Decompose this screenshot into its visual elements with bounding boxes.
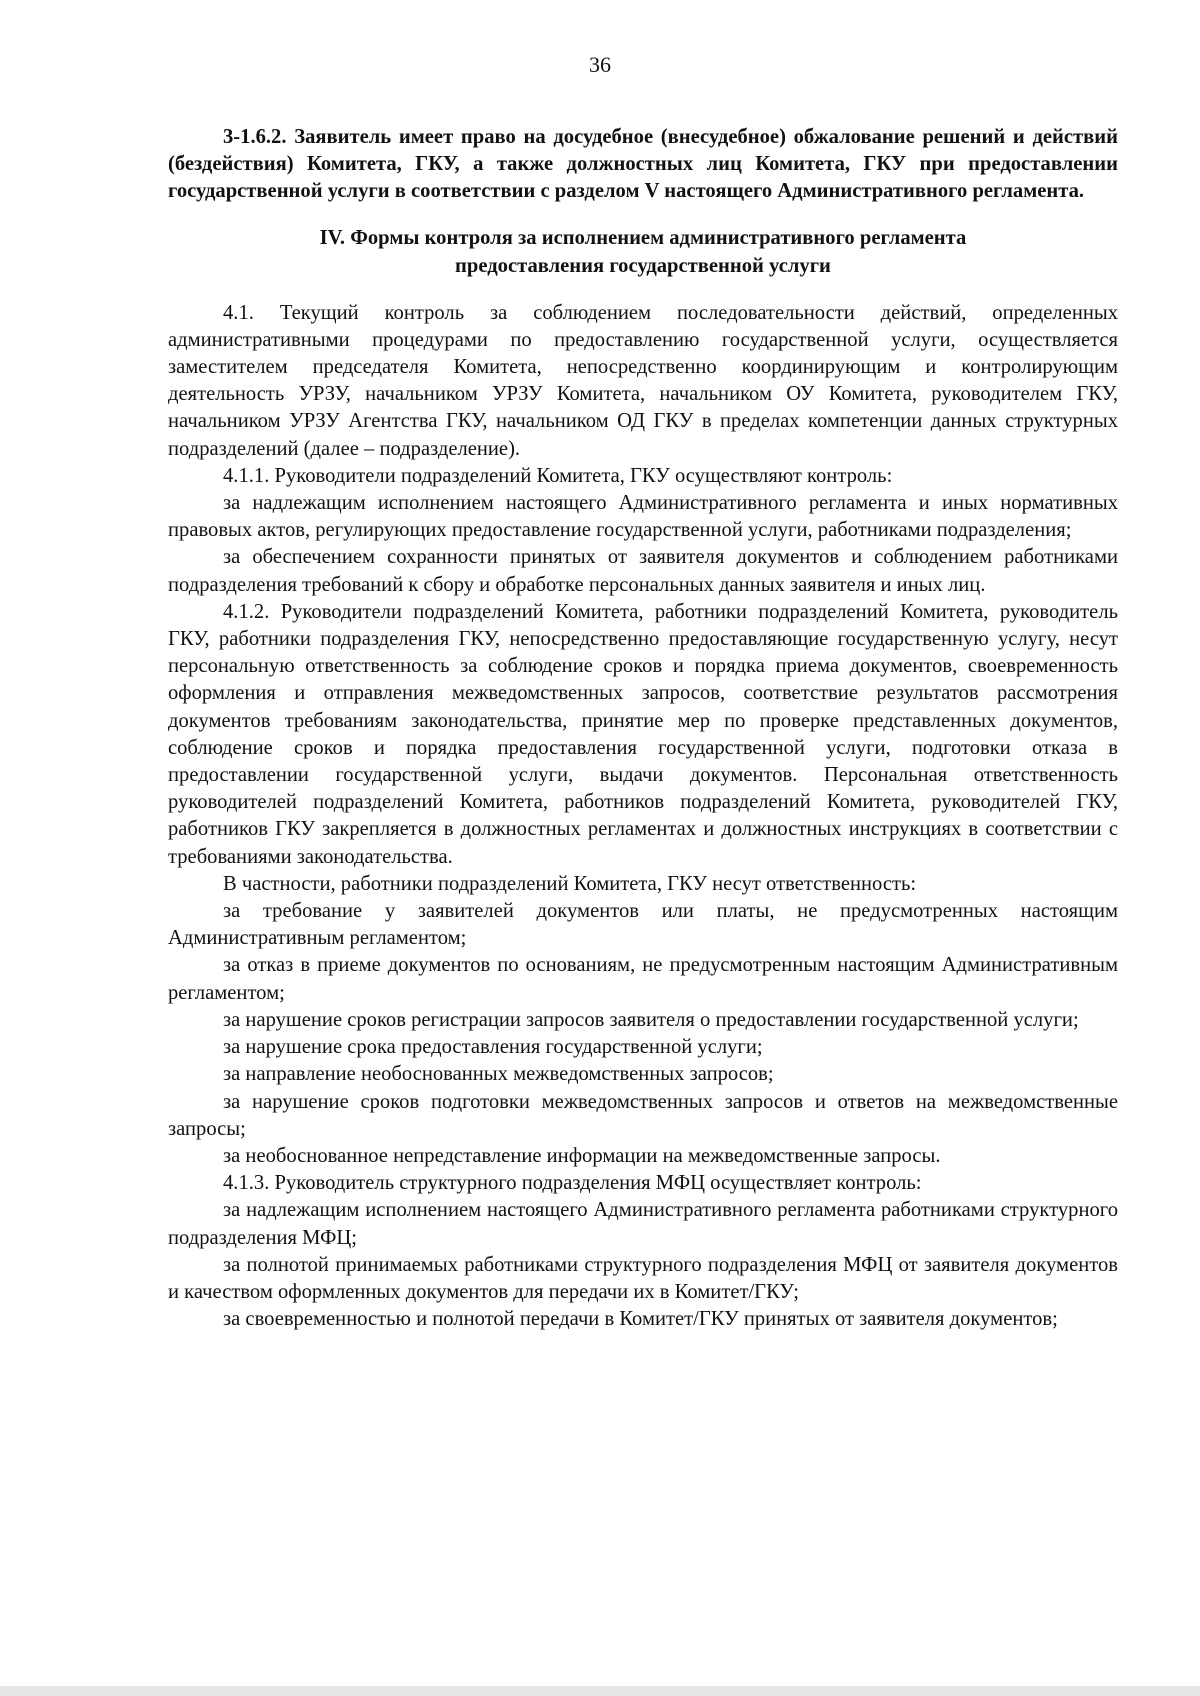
list-item: за обеспечением сохранности принятых от заявителя документов и соблюдением работниками подразделения требований к сбору и обработке персональных данных заявителя и иных лиц. [168, 546, 1118, 596]
list-item: за отказ в приеме документов по основаниям, не предусмотренным настоящим Административным регламентом; [168, 954, 1118, 1004]
list-item: за требование у заявителей документов или платы, не предусмотренных настоящим Административным регламентом; [168, 900, 1118, 950]
list-item: за надлежащим исполнением настоящего Административного регламента и иных нормативных правовых актов, регулирующих предоставление государственной услуги, работниками подразделения; [168, 492, 1118, 542]
list-item: за нарушение сроков подготовки межведомственных запросов и ответов на межведомственные запросы; [168, 1090, 1118, 1140]
list-item: за надлежащим исполнением настоящего Административного регламента работниками структурного подразделения МФЦ; [168, 1199, 1118, 1249]
paragraph-4-1-1: 4.1.1. Руководители подразделений Комитета, ГКУ осуществляют контроль: [223, 464, 893, 487]
paragraph-4-1: 4.1. Текущий контроль за соблюдением последовательности действий, определенных административными процедурами по предоставлению государственной услуги, осуществляется заместителем председателя Комитета, непосредственно координирующим и контролирующим деятельность УРЗУ, начальником УРЗУ Комитета, начальником ОУ Комитета, руководителем ГКУ, начальником УРЗУ Агентства ГКУ, начальником ОД ГКУ в пределах компетенции данных структурных подразделений (далее – подразделение). [168, 301, 1118, 460]
document-body [168, 124, 1118, 1333]
list-item: за нарушение срока предоставления государственной услуги; [223, 1036, 763, 1059]
list-item: за полнотой принимаемых работниками структурного подразделения МФЦ от заявителя документов и качеством оформленных документов для передачи их в Комитет/ГКУ; [168, 1253, 1118, 1303]
list-item: за направление необоснованных межведомственных запросов; [223, 1063, 774, 1086]
paragraph-4-1-3: 4.1.3. Руководитель структурного подразделения МФЦ осуществляет контроль: [223, 1172, 922, 1195]
section-heading [168, 224, 1118, 280]
intro-paragraph: 3-1.6.2. Заявитель имеет право на досудебное (внесудебное) обжалование решений и действий (бездействия) Комитета, ГКУ, а также должностных лиц Комитета, ГКУ при предоставлении государственной услуги в соответствии с разделом V настоящего Административного регламента. [168, 126, 1118, 203]
scan-edge [0, 1686, 1200, 1696]
section-heading-line-1: IV. Формы контроля за исполнением административного регламента [319, 226, 967, 249]
list-item: за своевременностью и полнотой передачи в Комитет/ГКУ принятых от заявителя документов; [223, 1308, 1058, 1331]
list-item: за нарушение сроков регистрации запросов заявителя о предоставлении государственной услуги; [223, 1008, 1079, 1031]
list-item: за необоснованное непредставление информации на межведомственные запросы. [223, 1144, 941, 1167]
paragraph-4-1-2: 4.1.2. Руководители подразделений Комитета, работники подразделений Комитета, руководитель ГКУ, работники подразделения ГКУ, непосредственно предоставляющие государственную услугу, несут персональную ответственность за соблюдение сроков и порядка приема документов, своевременность оформления и отправления межведомственных запросов, соответствие результатов рассмотрения документов требованиям законодательства, принятие мер по проверке представленных документов, соблюдение сроков и порядка предоставления государственной услуги, подготовки отказа в предоставлении государственной услуги, выдачи документов. Персональная ответственность руководителей подразделений Комитета, работников подразделений Комитета, руководителей ГКУ, работников ГКУ закрепляется в должностных регламентах и должностных инструкциях в соответствии с требованиями законодательства. [168, 600, 1118, 868]
paragraph-responsibility-intro: В частности, работники подразделений Комитета, ГКУ несут ответственность: [223, 872, 917, 895]
page-number: 36 [589, 52, 611, 77]
section-heading-line-2: предоставления государственной услуги [455, 254, 831, 277]
